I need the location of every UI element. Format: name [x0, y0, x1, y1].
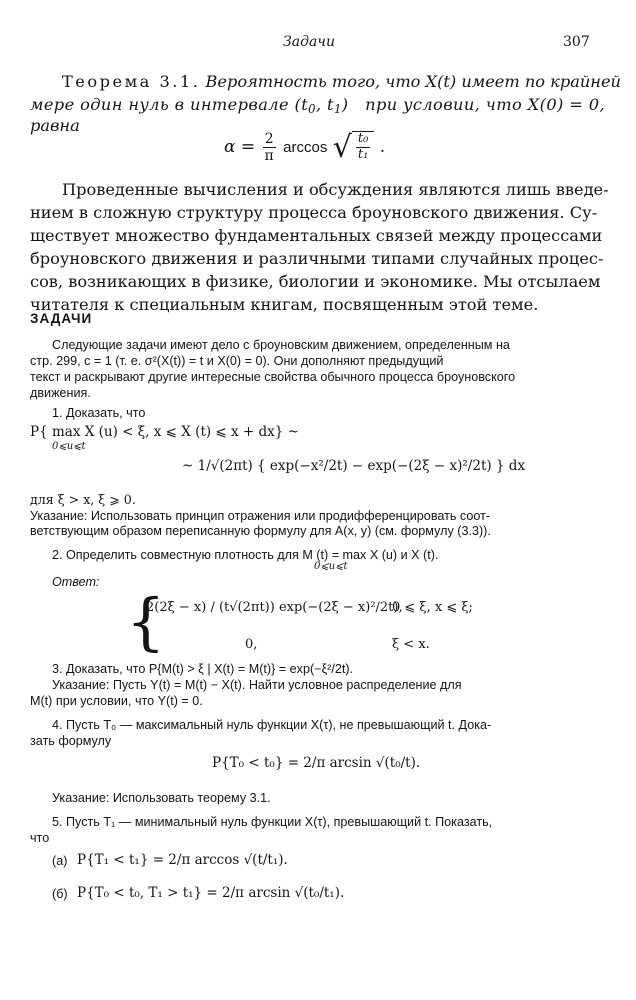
- section-intro-line-1: Следующие задачи имеют дело с броуновским движением, определенным на: [52, 338, 510, 352]
- formula-denominator: π: [264, 148, 274, 164]
- problem-5-item-a-label: (а): [52, 854, 68, 868]
- intro-line-4: броуновского движения и различными типами случайных процес-: [30, 249, 604, 268]
- theorem-text-2b: при условии, что X(0) = 0,: [365, 95, 606, 114]
- formula-numerator: 2: [263, 131, 276, 148]
- intro-line-5: сов, возникающих в физике, биологии и экономике. Мы отсылаем: [30, 272, 601, 291]
- theorem-text-2a: мере один нуль в интервале (t: [30, 95, 309, 114]
- theorem-text-1: Вероятность того, что X(t) имеет по крайней: [205, 72, 621, 91]
- formula-sqrt-den: t₁: [357, 147, 369, 162]
- intro-line-1: Проведенные вычисления и обсуждения являются лишь введе-: [62, 180, 609, 199]
- section-intro-line-3: текст и раскрывают другие интересные свойства обычного процесса броуновского: [30, 370, 516, 384]
- section-intro-line-4: движения.: [30, 386, 91, 400]
- problem-3-hint-2: M(t) при условии, что Y(t) = 0.: [30, 694, 203, 708]
- problem-1-condition: для ξ > x, ξ ⩾ 0.: [30, 492, 136, 507]
- problem-3-title: 3. Доказать, что P{M(t) > ξ | X(t) = M(t)} = exp(−ξ²/2t).: [52, 662, 354, 676]
- problem-1-line-a: P{ max X (u) < ξ, x ⩽ X (t) ⩽ x + dx} ~: [30, 424, 299, 440]
- problem-5-title-1: 5. Пусть T₁ — минимальный нуль функции X(τ), превышающий t. Показать,: [52, 815, 493, 829]
- problem-1-hint-2: ветствующим образом переписанную формулу для A(x, y) (см. формулу (3.3)).: [30, 524, 491, 538]
- running-header-title: Задачи: [283, 34, 336, 50]
- problem-5-item-a: P{T₁ < t₁} = 2/π arccos √(t/t₁).: [77, 852, 288, 868]
- problem-2-case-2: 0,: [245, 637, 258, 652]
- theorem-line-1: [62, 70, 621, 93]
- intro-line-6: читателя к специальным книгам, посвященным этой теме.: [30, 295, 539, 314]
- problem-2-case-1: 2(2ξ − x) / (t√(2πt)) exp(−(2ξ − x)²/2t),: [146, 600, 403, 615]
- formula-function: arccos: [283, 139, 328, 156]
- intro-line-3: ществует множество фундаментальных связей между процессами: [30, 226, 603, 245]
- problem-4-formula: P{T₀ < t₀} = 2/π arcsin √(t₀/t).: [212, 755, 421, 771]
- problem-1-line-a-sub: 0⩽u⩽t: [52, 441, 86, 452]
- problem-1-hint-1: Указание: Использовать принцип отражения или продифференцировать соот-: [30, 509, 491, 523]
- formula-sqrt-num: t₀: [357, 131, 369, 147]
- page-number: 307: [563, 34, 590, 50]
- problem-2-title: 2. Определить совместную плотность для M (t) = max X (u) и X (t).: [52, 548, 439, 562]
- problem-5-title-2: что: [30, 831, 50, 845]
- section-title: ЗАДАЧИ: [30, 311, 93, 326]
- formula-lhs: α =: [224, 137, 256, 157]
- problem-4-title-1: 4. Пусть T₀ — максимальный нуль функции X(τ), не превышающий t. Дока-: [52, 718, 492, 732]
- problem-2-case-2-condition: ξ < x.: [392, 637, 430, 652]
- problem-2-brace: {: [126, 585, 166, 658]
- theorem-text-3: равна: [30, 116, 80, 135]
- problem-5-item-b-label: (б): [52, 887, 68, 901]
- problem-4-hint: Указание: Использовать теорему 3.1.: [52, 791, 271, 805]
- problem-2-case-1-condition: 0 ⩽ ξ, x ⩽ ξ;: [392, 600, 473, 615]
- problem-2-answer-label: Ответ:: [52, 575, 100, 589]
- problem-2-title-sub: 0⩽u⩽t: [314, 561, 348, 572]
- problem-1-line-b: ~ 1/√(2πt) { exp(−x²/2t) − exp(−(2ξ − x)²/2t) } dx: [182, 458, 526, 474]
- intro-line-2: нием в сложную структуру процесса броуновского движения. Су-: [30, 203, 598, 222]
- problem-4-title-2: зать формулу: [30, 734, 112, 748]
- problem-3-hint-1: Указание: Пусть Y(t) = M(t) − X(t). Найти условное распределение для: [52, 678, 462, 692]
- problem-5-item-b: P{T₀ < t₀, T₁ > t₁} = 2/π arcsin √(t₀/t₁).: [77, 885, 345, 901]
- section-intro-line-2: стр. 299, c = 1 (т. е. σ²(X(t)) = t и X(0) = 0). Они дополняют предыдущий: [30, 354, 444, 368]
- theorem-formula: α = $\frac{2}{\pi}$ arccos √ $\frac{\text{t₀}}{\text{t₁}}$ .: [224, 130, 386, 165]
- theorem-line-2: мере один нуль в интервале ($t_0$, $t_1$) при условии, что X(0) = 0,: [30, 95, 606, 116]
- theorem-label: Теорема 3.1.: [62, 72, 201, 91]
- problem-1-title: 1. Доказать, что: [52, 406, 146, 420]
